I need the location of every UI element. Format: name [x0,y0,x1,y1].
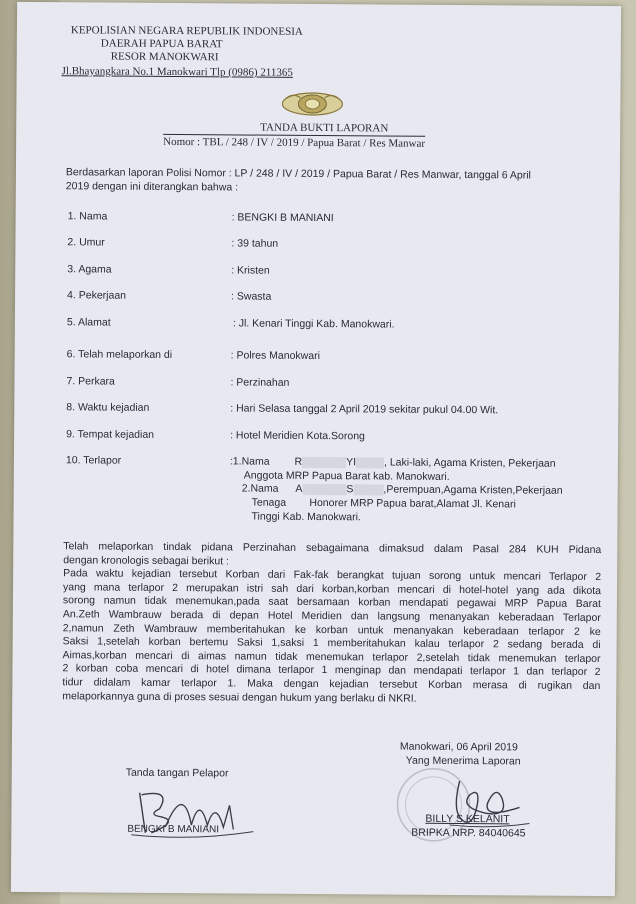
body-line: 2 korban coba mencari di hotel dimana terlapor 1 menginap dan mendapati terlapor 1 dan terlapor 2 [62,662,601,679]
reporter-signature-caption: Tanda tangan Pelapor [125,766,229,780]
terlapor-2-name-part-2: S [346,483,354,496]
field-value-waktu: : Hari Selasa tanggal 2 April 2019 sekitar pukul 04.00 Wit. [230,402,499,417]
receiver-name: BILLY S KELANIT [425,812,510,826]
receiver-rank-nrp: BRIPKA NRP. 84040645 [411,826,526,840]
field-value-alamat: : Jl. Kenari Tinggi Kab. Manokwari. [232,317,395,331]
field-value-perkara: : Perzinahan [230,376,290,389]
redaction-box [353,484,383,495]
field-label-nama: 1. Nama [67,210,108,223]
field-value-melaporkan: : Polres Manokwari [230,349,320,363]
field-value-agama: : Kristen [231,264,270,277]
field-value-nama: : BENGKI B MANIANI [231,211,334,225]
redaction-box [302,484,346,495]
terlapor-1-details: , Laki-laki, Agama Kristen, Pekerjaan [383,456,556,470]
reporter-name: BENGKI B MANIANI [127,823,220,836]
field-label-agama: 3. Agama [67,263,112,276]
body-line: yang mana terlapor 2 merupakan istri sah dari korban,korban mencari di hotel-hotel yang ada dikota [62,581,602,597]
body-line: Saksi 1,setelah korban bertemu Saksi 1,saksi 1 memberitahukan kalau terlapor 2 sedang berada di [62,635,601,652]
header-line-3: RESOR MANOKWARI [110,50,219,64]
terlapor-1-name-part-2: YI [346,456,357,469]
body-line: Aimas,korban mencari di aimas namun tidak menemukan terlapor 2,setelah tidak menemukan terlapor [62,648,601,665]
field-label-terlapor: 10. Terlapor [65,454,122,467]
field-value-tempat: : Hotel Meridien Kota.Sorong [230,429,365,443]
field-label-umur: 2. Umur [67,236,105,249]
body-line: An.Zeth Wambrauw berada di depan Hotel Meridien dan langsung menanyakan keberadaan Terlapor [62,608,601,624]
intro-line-2: 2019 dengan ini diterangkan bahwa : [65,180,239,194]
terlapor-1-line-1 [230,455,556,470]
body-line: melaporkannya guna di proses sesuai dengan hukum yang berlaku di NKRI. [62,689,417,705]
field-label-alamat: 5. Alamat [66,316,111,329]
body-line: dengan kronologis sebagai berikut : [63,553,230,567]
body-line: Telah melaporkan tindak pidana Perzinahan sebagaimana dimaksud dalam Pasal 284 KUH Pidana [63,540,602,556]
chronology-paragraph [62,540,601,707]
terlapor-2-line-2: Tenaga Honorer MRP Papua barat,Alamat Jl. Kenari [251,496,516,511]
document-page [11,2,621,896]
field-label-pekerjaan: 4. Pekerjaan [67,289,127,302]
intro-line-1: Berdasarkan laporan Polisi Nomor : LP / 248 / IV / 2019 / Papua Barat / Res Manwar, tanggal 6 April [65,166,531,182]
body-line: tidur didalam kamar terlapor 1. Maka dengan kejadian tersebut Korban merasa di rugikan dan [62,676,601,692]
field-value-umur: : 39 tahun [231,237,279,250]
terlapor-1-line-2: Anggota MRP Papua Barat kab. Manokwari. [243,469,450,483]
field-value-pekerjaan: : Swasta [231,290,272,303]
field-label-tempat: 9. Tempat kejadian [66,428,155,441]
document-number: Nomor : TBL / 248 / IV / 2019 / Papua Barat / Res Manwar [163,135,426,150]
terlapor-1-name-part-1: R [294,455,303,468]
field-label-perkara: 7. Perkara [66,375,115,388]
body-line: 2,namun Zeth Wambrauw memberitahukan ke korban untuk menanyakan keberadaan terlapor 2 ke [62,621,601,638]
terlapor-1-prefix: :1.Nama [229,455,270,468]
terlapor-2-prefix: 2.Nama [241,482,279,495]
body-line: Pada waktu kejadian tersebut Korban dari Fak-fak berangkat tujuan sorong untuk mencari Terlapor 2 [63,567,602,584]
body-line: sorong namun tidak menemukan,pada saat bersamaan korban mendapati pegawai MRP Papua Barat [62,594,601,611]
header-address: Jl.Bhayangkara No.1 Manokwari Tlp (0986) 211365 [61,65,293,79]
terlapor-2-line-1 [242,482,563,497]
field-label-waktu: 8. Waktu kejadian [66,401,150,414]
redaction-box [302,457,346,468]
terlapor-2-line-3: Tinggi Kab. Manokwari. [251,510,361,524]
terlapor-2-name-part-1: A [295,482,303,495]
terlapor-2-details: ,Perempuan,Agama Kristen,Pekerjaan [383,483,563,497]
redaction-box [356,457,384,468]
place-date: Manokwari, 06 April 2019 [399,740,518,754]
header-line-1: KEPOLISIAN NEGARA REPUBLIK INDONESIA [70,24,303,38]
receiver-caption: Yang Menerima Laporan [405,754,521,768]
header-line-2: DAERAH PAPUA BARAT [100,37,223,51]
police-emblem-icon [280,90,344,116]
document-title: TANDA BUKTI LAPORAN [260,121,389,135]
field-label-melaporkan: 6. Telah melaporkan di [66,348,173,361]
